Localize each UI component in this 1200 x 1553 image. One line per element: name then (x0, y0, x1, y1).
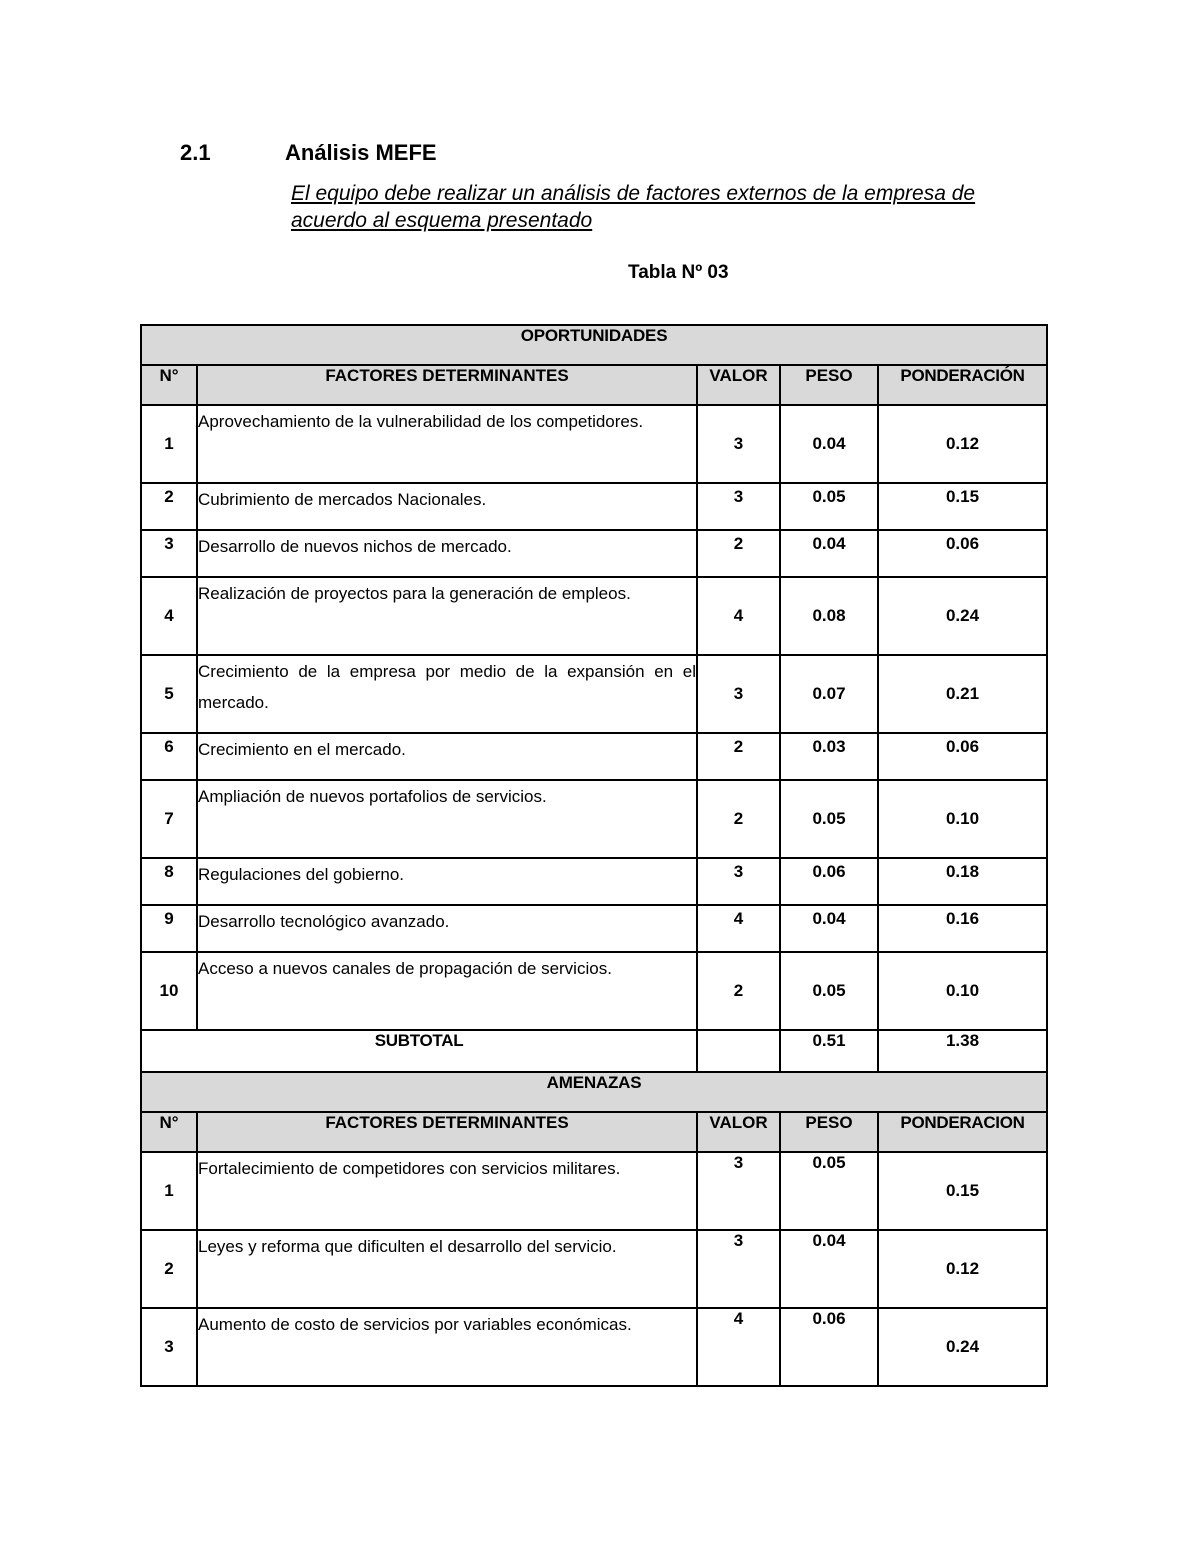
row-peso: 0.04 (780, 1230, 878, 1308)
row-valor: 2 (697, 530, 780, 577)
subtotal-valor (697, 1030, 780, 1072)
header-n: N° (141, 365, 197, 405)
table-row (141, 733, 1047, 780)
intro-paragraph: El equipo debe realizar un análisis de factores externos de la empresa de acuerdo al esquema presentado (291, 182, 976, 232)
subtotal-ponderacion: 1.38 (878, 1030, 1047, 1072)
row-valor: 4 (697, 577, 780, 655)
row-number: 3 (141, 530, 197, 577)
row-ponderacion: 0.16 (878, 905, 1047, 952)
row-peso: 0.07 (780, 655, 878, 733)
row-number: 3 (141, 1308, 197, 1386)
header-ponderacion: PONDERACIÓN (878, 365, 1047, 405)
row-valor: 3 (697, 1230, 780, 1308)
row-ponderacion: 0.15 (878, 483, 1047, 530)
row-factor: Desarrollo de nuevos nichos de mercado. (197, 530, 697, 577)
row-valor: 3 (697, 483, 780, 530)
row-peso: 0.08 (780, 577, 878, 655)
table-row (141, 1152, 1047, 1230)
row-valor: 3 (697, 1152, 780, 1230)
oportunidades-section (141, 325, 1047, 1072)
header-factor: FACTORES DETERMINANTES (197, 365, 697, 405)
table-row (141, 1308, 1047, 1386)
table-row (141, 483, 1047, 530)
row-valor: 2 (697, 952, 780, 1030)
row-valor: 3 (697, 405, 780, 483)
row-number: 4 (141, 577, 197, 655)
row-peso: 0.05 (780, 1152, 878, 1230)
row-peso: 0.03 (780, 733, 878, 780)
row-peso: 0.05 (780, 483, 878, 530)
table-row (141, 905, 1047, 952)
table-row (141, 858, 1047, 905)
row-factor: Leyes y reforma que dificulten el desarrollo del servicio. (197, 1230, 697, 1308)
section-number: 2.1 (180, 140, 211, 165)
row-factor: Aumento de costo de servicios por variables económicas. (197, 1308, 697, 1386)
row-ponderacion: 0.24 (878, 577, 1047, 655)
table-row (141, 952, 1047, 1030)
row-valor: 2 (697, 733, 780, 780)
row-number: 2 (141, 483, 197, 530)
row-ponderacion: 0.15 (878, 1152, 1047, 1230)
row-factor: Aprovechamiento de la vulnerabilidad de los competidores. (197, 405, 697, 483)
row-number: 1 (141, 1152, 197, 1230)
row-peso: 0.04 (780, 405, 878, 483)
row-peso: 0.04 (780, 905, 878, 952)
row-factor: Realización de proyectos para la generación de empleos. (197, 577, 697, 655)
table-row (141, 1230, 1047, 1308)
row-valor: 3 (697, 655, 780, 733)
row-factor: Ampliación de nuevos portafolios de servicios. (197, 780, 697, 858)
row-ponderacion: 0.06 (878, 530, 1047, 577)
row-factor: Crecimiento en el mercado. (197, 733, 697, 780)
row-factor: Regulaciones del gobierno. (197, 858, 697, 905)
row-valor: 3 (697, 858, 780, 905)
row-ponderacion: 0.21 (878, 655, 1047, 733)
row-factor: Crecimiento de la empresa por medio de la expansión en el mercado. (197, 655, 697, 733)
row-peso: 0.06 (780, 1308, 878, 1386)
header-valor: VALOR (697, 1112, 780, 1152)
row-number: 9 (141, 905, 197, 952)
row-ponderacion: 0.10 (878, 780, 1047, 858)
header-peso: PESO (780, 1112, 878, 1152)
row-number: 1 (141, 405, 197, 483)
row-number: 8 (141, 858, 197, 905)
row-ponderacion: 0.12 (878, 405, 1047, 483)
subtotal-peso: 0.51 (780, 1030, 878, 1072)
mefe-table (140, 324, 1048, 1387)
row-number: 10 (141, 952, 197, 1030)
row-number: 6 (141, 733, 197, 780)
section-heading (180, 140, 437, 166)
table-row (141, 577, 1047, 655)
row-factor: Cubrimiento de mercados Nacionales. (197, 483, 697, 530)
section-title: Análisis MEFE (285, 140, 437, 165)
amenazas-section (141, 1072, 1047, 1386)
row-number: 2 (141, 1230, 197, 1308)
header-ponderacion: PONDERACION (878, 1112, 1047, 1152)
oportunidades-title: OPORTUNIDADES (141, 325, 1047, 365)
row-peso: 0.05 (780, 952, 878, 1030)
oportunidades-header-row (141, 365, 1047, 405)
table-caption: Tabla Nº 03 (628, 262, 729, 283)
header-n: N° (141, 1112, 197, 1152)
row-ponderacion: 0.18 (878, 858, 1047, 905)
amenazas-header-row (141, 1112, 1047, 1152)
table-row (141, 530, 1047, 577)
row-factor: Fortalecimiento de competidores con servicios militares. (197, 1152, 697, 1230)
row-number: 5 (141, 655, 197, 733)
subtotal-label: SUBTOTAL (141, 1030, 697, 1072)
row-valor: 4 (697, 1308, 780, 1386)
table-row (141, 780, 1047, 858)
row-valor: 2 (697, 780, 780, 858)
row-peso: 0.04 (780, 530, 878, 577)
row-factor: Desarrollo tecnológico avanzado. (197, 905, 697, 952)
header-valor: VALOR (697, 365, 780, 405)
subtotal-row (141, 1030, 1047, 1072)
row-ponderacion: 0.10 (878, 952, 1047, 1030)
row-ponderacion: 0.06 (878, 733, 1047, 780)
amenazas-title: AMENAZAS (141, 1072, 1047, 1112)
row-peso: 0.06 (780, 858, 878, 905)
header-factor: FACTORES DETERMINANTES (197, 1112, 697, 1152)
row-ponderacion: 0.12 (878, 1230, 1047, 1308)
row-ponderacion: 0.24 (878, 1308, 1047, 1386)
table-row (141, 405, 1047, 483)
row-factor: Acceso a nuevos canales de propagación de servicios. (197, 952, 697, 1030)
row-valor: 4 (697, 905, 780, 952)
row-peso: 0.05 (780, 780, 878, 858)
row-number: 7 (141, 780, 197, 858)
header-peso: PESO (780, 365, 878, 405)
table-row (141, 655, 1047, 733)
